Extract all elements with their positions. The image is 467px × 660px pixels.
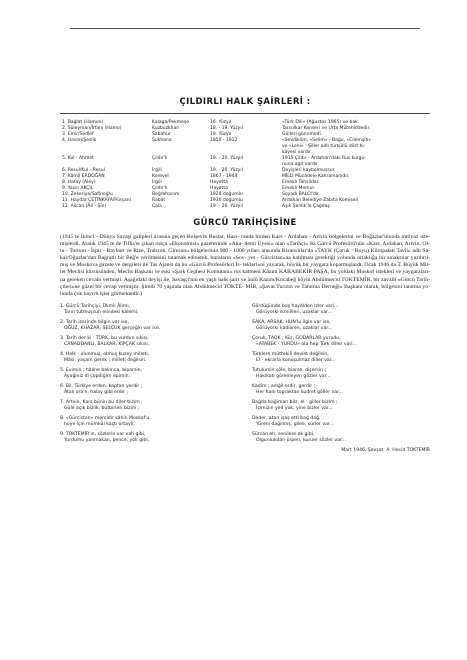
poem-stanza xyxy=(252,384,430,396)
poet-note: Tarsulkar Konseri ve Urta Mütehiddedir. xyxy=(282,126,371,131)
poet-note: Soyadı BALCI'dır. xyxy=(282,192,320,197)
poem-line: OĞUZ, KHAZAR, SELÇUK gerçeğin var ise, xyxy=(64,325,161,331)
poet-note: «Sevdiklim, «Selim» - Bağu, «Cilemşih» xyxy=(282,138,372,143)
poet-note: «Türk Dili» (Ağustos 1965) ve bak. xyxy=(282,120,360,125)
poem-line: Türklere müttekili devlet değilsin, xyxy=(252,351,329,357)
poet-date: 16. Yüzyıl xyxy=(210,120,232,125)
poem-stanza xyxy=(252,432,430,444)
poem-line: Atalı ora'n, halay gibi erdir ; xyxy=(64,389,128,395)
poet-place: Çıldır'lı xyxy=(152,186,168,191)
poem-stanza xyxy=(252,352,430,364)
poet-name: 6. Resul/Kul - Resul xyxy=(62,168,105,173)
poet-note: Gülleri gönnmedi. xyxy=(282,132,323,137)
poem-line: El - ekrarla konuşulmaz diller var... xyxy=(256,357,336,363)
poem-stanza xyxy=(252,320,430,332)
poem-stanza xyxy=(252,400,430,412)
poet-note: kâyesi vardır. xyxy=(282,150,312,155)
poem-line: Tutulursin söle, biarse, dişersin ; xyxy=(252,367,327,373)
poet-note: ve «Leni» - Şiller adlı türküllü dört hi- xyxy=(282,144,366,149)
poem-stanza xyxy=(60,416,238,428)
poet-name: 12. Alican (Âlî - Şîn) xyxy=(62,204,107,209)
poet-note: Emekli Memur. xyxy=(282,186,316,191)
poet-place: Rabat xyxy=(152,198,166,203)
poet-name: 5. Kul - Ahmet xyxy=(62,156,94,161)
poet-row xyxy=(60,204,430,210)
poem-stanza xyxy=(60,368,238,380)
poet-place: Kuzbuzkhan xyxy=(152,126,180,131)
poem-stanza xyxy=(252,304,430,316)
poet-place: Korevel xyxy=(152,174,169,179)
poem-line: Olgunlukdan ürpen, kuruer sözler var... xyxy=(256,437,346,443)
poet-name: 9. Yasin AKÇİL xyxy=(62,186,94,191)
poem-line: 1. Gürcü Tarihçiyi, Ükmil Âlimi, xyxy=(60,303,131,309)
poem-line: «ATABEK - YURDU» ola hep Türk diller vari... xyxy=(256,341,357,347)
poet-name: 7. Kâmil ERDOĞAN xyxy=(62,174,105,179)
poet-date: 19. Yüzyıl xyxy=(210,132,232,137)
poem-line: Güle açık bizlik, bütbirleri bizim ; xyxy=(64,405,140,411)
poem-stanza xyxy=(60,400,238,412)
poet-note: Ardahan Belediye Zabıta Komiseri xyxy=(282,198,359,203)
poem-line: Her hanı topraktan kudret göller var... xyxy=(256,389,343,395)
poem-line: 2. Tarih izerinde bilgin var ise, xyxy=(60,319,129,325)
poem-stanza xyxy=(60,304,238,316)
poets-table xyxy=(60,120,430,210)
poet-note: nuna agıt vardır. xyxy=(282,162,319,167)
page-content xyxy=(60,28,430,454)
poet-place: Cala xyxy=(152,204,162,209)
poet-place: Kalaga/Pekmeşe xyxy=(152,120,189,125)
poem-stanza xyxy=(60,352,238,364)
poem-line: Yurdumu yanmakan, bence, yok gibi, xyxy=(64,437,150,443)
poem-line: 3. Tarih der ki : TÜRK, bu vurdun sıkısı, xyxy=(60,335,149,341)
poet-date: 18. - 19. Yüzyıl xyxy=(210,126,243,131)
poet-place: Beğrehanım xyxy=(152,192,180,197)
poet-note: Emekli Tahsildar. xyxy=(282,180,320,185)
poem-stanza xyxy=(252,368,430,380)
poem-line: Bağda bağiman bilz, el - giller bizim ; xyxy=(252,399,338,405)
poet-date: 19. - 20. Yüzyıl xyxy=(210,156,243,161)
poem-stanza xyxy=(252,336,430,348)
poet-name: 8. Hafay (Aley) xyxy=(62,180,96,185)
poem-line: Çoruk, TAOK ; Kür, GODARLAR yurudu, xyxy=(252,335,341,341)
poem-line: Gördüğünde boş hayâlden izler vari... xyxy=(252,303,339,309)
poem-line: Sürcan eh, senilere ok gibi, xyxy=(252,431,315,437)
poem-line: 8. «Gürcistan» mercidir sâhin Moskof'u, xyxy=(60,415,151,421)
poet-date: Hayatta xyxy=(210,180,228,185)
poem-stanza xyxy=(60,336,238,348)
poet-name: 10. Zekeriya/Safinoğlu xyxy=(62,192,113,197)
poet-date: 19. - 20. Yüzyıl xyxy=(210,204,243,209)
poet-note: 1915 Çıldır - Ardahan'daki Rus kurgu- xyxy=(282,156,367,161)
poem-stanza xyxy=(60,432,238,444)
poet-date: 1924 doğumlu xyxy=(210,192,243,197)
poet-name: 4. Hasan/Şeslik xyxy=(62,138,97,143)
poet-place: Sukhana xyxy=(152,138,172,143)
poem-signature: Mart 1946, Şavşat. A. Hecid TOKTEMİR xyxy=(341,447,430,453)
poem xyxy=(60,304,430,448)
poem-stanza xyxy=(60,320,238,332)
poet-name: 11. Haydar ÇETİNKAYA/Pürşani xyxy=(62,198,131,203)
poem-line: Görüyorki ikmilîleri, uzaklar var... xyxy=(256,309,333,315)
poem-line: İçimizin yed yok, yine bizler var... xyxy=(256,405,333,411)
poem-line: SAKA, ARSAK, HUN'lu ilgin var ise, xyxy=(252,319,331,325)
poet-date: 19. - 20. Yüzyıl xyxy=(210,168,243,173)
top-rule xyxy=(70,28,420,29)
poet-note: Aşık Şenlik'le Çağdaş. xyxy=(282,204,332,209)
poet-name: 3. Emir/Sedlef xyxy=(62,132,94,137)
poem-line: Mâsi, yaşam gerek ; milleti değilsin. xyxy=(64,357,147,363)
poet-date: 1850 - 1912 xyxy=(210,138,238,143)
poet-place: Çıldır'lı xyxy=(152,156,168,161)
poem-left-column xyxy=(60,304,238,448)
poet-date: Hayatta xyxy=(210,186,228,191)
poem-line: 4. Halk - olunmuş, olmuş kuzey milleti, xyxy=(60,351,150,357)
poem-line: 6. Bil, Türklye erden, kaptan yerdir ; xyxy=(60,383,143,389)
poem-line: Deder, atan işaş etti bağ dağ, xyxy=(252,415,321,421)
poem-line: Hakikati görenleyen gözler var... xyxy=(256,373,331,379)
poet-date: 1930 doğumlu xyxy=(210,198,243,203)
poem-line: 7. Artvin, Kars bünin bu diler bizim ; xyxy=(60,399,143,405)
poem-line: hoye için mümkül kaçtı ortaylı, xyxy=(64,421,135,427)
poet-note: MİLLİ Mücadele Kahramanıdır. xyxy=(282,174,350,179)
poet-place: İrgili xyxy=(152,180,162,185)
poem-line: Görüyorki kadiliren, uzaklar var... xyxy=(256,325,333,331)
poet-name: 1. Bağlat (Hamon) xyxy=(62,120,104,125)
poem-line: Yüreni dağılmış, gilee, sürler var... xyxy=(256,421,334,427)
section2-title: GÜRCÜ TARİHÇİSİNE xyxy=(193,218,297,228)
poet-place: İrgili xyxy=(152,168,162,173)
poem-stanza xyxy=(252,416,430,428)
intro-paragraph: (1945 te İkinci - Dünya Savaşı galipleri arasına geçen Bolşevik Ruslar, Hazi- randa birden Kars - Ardahan - Artvin bölgelerini ve Boğazlar'ımızda imtiyaz iste- mişlerdi. Aralık 1945 te de Tiflis'te çıkan rusça «Ekonomist» gazetesinde «Aka- demi Üyesi» olan «Tarihçi» iki Gürcü Profesörü'nün «Kars, Ardahan, Artvin, Ol- tu - Tortum - İspir - Bayburt ve Rize, Trabzon, Giresun» bölgelerinin 900 - 1000 yılları arasında Bizanslılar'da «TAYK (Çoruk - Boyu) Küropalati Tavli» adlı Sa- kal/Oğuzlar'dan Bagratlı bir Beğ'e verilmesini tutamak edinerek, buraların «Sov- yet - Gürcistan»na katılması gerektiği yolunda ortaklığa bir sınaksılar yazdırıl- mış ve Moskova gazete ve dergileri ile Tas Ajansı da bu «Gürcü Profesörleri İs- tekleri»ni yayarak, büyük bir yaygara koparmışlardı. Ocak 1946 da T. Büyük Mil- let Meclisi kürsüsünden, Meclis Başkanı ve eski «Şark Cephesi Komutanı» rus katmeni Kâzım KARABEKİR PAŞA, bu yoldaki Moskof istekleri ve yaygaraları- na gereken cevabı vermişti. Aşağıdaki deyişi ile, Savaşçı'nın en yaşlı halk şairi ve ünlü Kazım/Kocabeğ köylü Abdülmecid TOKTEMİR, bir zavallı «Gürcü Tarih- çileri»ne güzel bir cevap vermiştir. Şimdi 70 yaşında olan Abdülmecid TOKTE- MİR, «Şavat Turizm ve Tanıtma Derneği» Başkanı olarak, bölgesini tanıtma yo- lunda çok hayırlı işler görmektedir.) xyxy=(60,234,430,297)
poem-line: 5. Evimin ; hâline bakınca, biparsin, xyxy=(60,367,143,373)
poem-line: CANADDANLI, BALKAR, KIPÇAK sıkısı, xyxy=(64,341,150,347)
poet-note: Deyişleri kaybolmuşsur. xyxy=(282,168,336,173)
poet-place: Sabahur xyxy=(152,132,171,137)
poem-line: Ayağiniz di çopdiğim epimin. xyxy=(64,373,130,379)
poet-name: 2. Süleyman/İrfani (Hamo) xyxy=(62,126,122,131)
poem-line: Kadim ; adığil erdir, gerdir ; xyxy=(252,383,316,389)
section1-title: ÇILDIRLI HALK ŞAİRLERİ : xyxy=(179,97,311,107)
poem-line: Tarın tutmuşsun elindeki kalemi, xyxy=(64,309,139,315)
poem-line: 9. TOKTEMİR'in, sözlerin var vah gibi, xyxy=(60,431,146,437)
title-underline xyxy=(60,113,430,114)
poem-stanza xyxy=(60,384,238,396)
poet-date: 1867 - 1944 xyxy=(210,174,238,179)
poem-right-column xyxy=(252,304,430,448)
